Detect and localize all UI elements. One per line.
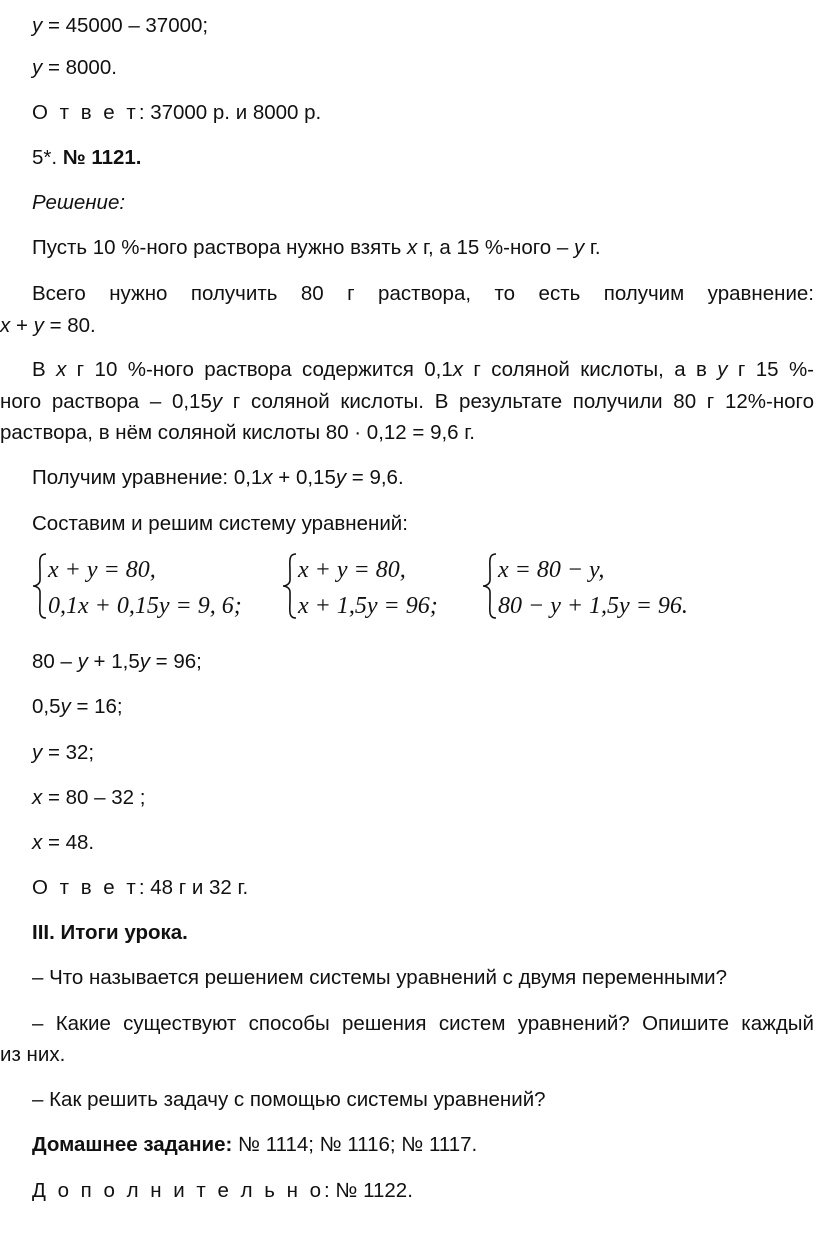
system-3-row-1: x = 80 − y, [498, 557, 605, 583]
system-2-row-2: x + 1,5y = 96; [298, 593, 438, 619]
brace-icon [30, 552, 50, 620]
system-3-row-2: 80 − y + 1,5y = 96. [498, 593, 688, 619]
system-1 [48, 556, 242, 620]
step-5: x = 48. [32, 831, 95, 854]
system-1-row-2: 0,1x + 0,15y = 9, 6; [48, 593, 242, 619]
step-2: 0,5y = 16; [32, 695, 123, 718]
brace-icon [480, 552, 500, 620]
problem-heading: 5*. № 1121. [32, 146, 142, 169]
question-2-line-2: из них. [0, 1043, 66, 1066]
equation-line: Получим уравнение: 0,1x + 0,15y = 9,6. [32, 466, 404, 489]
solution-label: Решение: [32, 191, 126, 214]
total-line-2: x + y = 80. [0, 314, 96, 337]
system-2-row-1: x + y = 80, [298, 557, 406, 583]
extra-line: Д о п о л н и т е л ь н о: № 1122. [32, 1179, 413, 1202]
system-3 [498, 556, 688, 620]
brace-icon [280, 552, 300, 620]
question-3: – Как решить задачу с помощью системы уравнений? [32, 1088, 546, 1111]
total-line-1: Всего нужно получить 80 г раствора, то есть получим уравнение: [32, 282, 814, 305]
para-line-2: ного раствора – 0,15y г соляной кислоты. В результате получили 80 г 12%-ного [0, 390, 814, 413]
step-1: 80 – y + 1,5y = 96; [32, 650, 202, 673]
answer-line-1: О т в е т: 37000 р. и 8000 р. [32, 101, 322, 124]
calc-line-2: y = 8000. [32, 56, 117, 79]
system-1-row-1: x + y = 80, [48, 557, 156, 583]
system-intro: Составим и решим систему уравнений: [32, 512, 408, 535]
let-line: Пусть 10 %-ного раствора нужно взять x г, а 15 %-ного – y г. [32, 236, 601, 259]
calc-line-1: y = 45000 – 37000; [32, 14, 209, 37]
section-heading: III. Итоги урока. [32, 921, 188, 944]
step-3: y = 32; [32, 741, 95, 764]
answer-line-2: О т в е т: 48 г и 32 г. [32, 876, 249, 899]
para-line-3: раствора, в нём соляной кислоты 80 · 0,12 = 9,6 г. [0, 421, 475, 444]
step-4: x = 80 – 32 ; [32, 786, 146, 809]
question-2-line-1: – Какие существуют способы решения систем уравнений? Опишите каждый [32, 1012, 814, 1035]
para-line-1: В x г 10 %-ного раствора содержится 0,1x г соляной кислоты, а в y г 15 %- [32, 358, 815, 381]
homework-line: Домашнее задание: № 1114; № 1116; № 1117. [32, 1133, 478, 1156]
system-2 [298, 556, 438, 620]
question-1: – Что называется решением системы уравнений с двумя переменными? [32, 966, 728, 989]
